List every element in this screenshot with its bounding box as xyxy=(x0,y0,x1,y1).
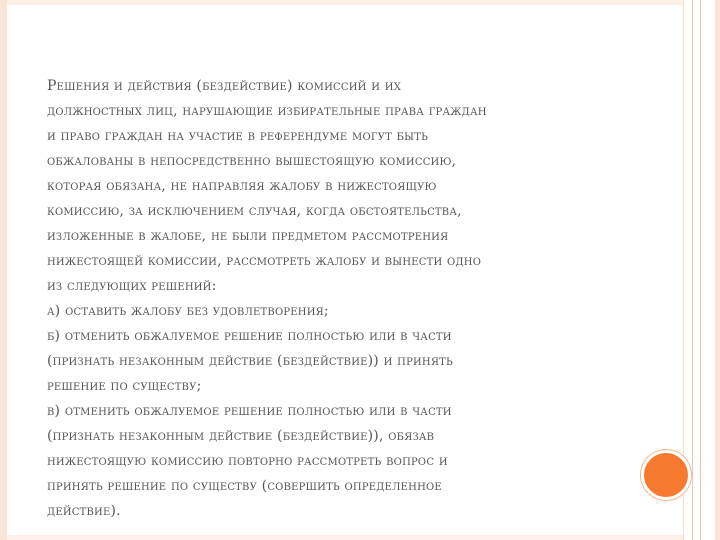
list-item-a: а) оставить жалобу без удовлетворения; xyxy=(47,303,329,319)
text-line: изложенные в жалобе, не были предметом рассмотрения xyxy=(47,228,449,244)
text-line: нижестоящей комиссии, рассмотреть жалобу и вынести одно xyxy=(47,253,482,269)
orange-circle-ornament xyxy=(641,450,691,500)
text-line: должностных лиц, нарушающие избирательные права граждан xyxy=(47,103,487,119)
slide-body-text xyxy=(47,74,627,524)
text-line: которая обязана, не направляя жалобу в нижестоящую xyxy=(47,178,437,194)
slide-frame-left xyxy=(0,0,7,540)
list-item-b: б) отменить обжалуемое решение полностью или в части xyxy=(47,328,452,344)
decorative-line xyxy=(700,0,701,540)
list-item-c-cont: действие). xyxy=(47,503,121,519)
list-item-c-cont: принять решение по существу (совершить определенное xyxy=(47,478,442,494)
slide-frame-right-outer xyxy=(715,0,720,540)
decorative-line xyxy=(692,0,693,540)
list-item-c: в) отменить обжалуемое решение полностью или в части xyxy=(47,403,452,419)
list-item-c-cont: (признать незаконным действие (бездействие)), обязав xyxy=(47,428,435,444)
slide-frame-top xyxy=(0,0,720,5)
slide-frame-bottom xyxy=(0,535,720,540)
list-item-b-cont: (признать незаконным действие (бездействие)) и принять xyxy=(47,353,453,369)
text-line: из следующих решений: xyxy=(47,278,217,294)
text-line: Решения и действия (бездействие) комиссий и их xyxy=(47,78,402,94)
text-line: и право граждан на участие в референдуме могут быть xyxy=(47,128,429,144)
text-line: комиссию, за исключением случая, когда обстоятельства, xyxy=(47,203,462,219)
list-item-b-cont: решение по существу; xyxy=(47,378,202,394)
list-item-c-cont: нижестоящую комиссию повторно рассмотреть вопрос и xyxy=(47,453,448,469)
text-line: обжалованы в непосредственно вышестоящую комиссию, xyxy=(47,153,457,169)
